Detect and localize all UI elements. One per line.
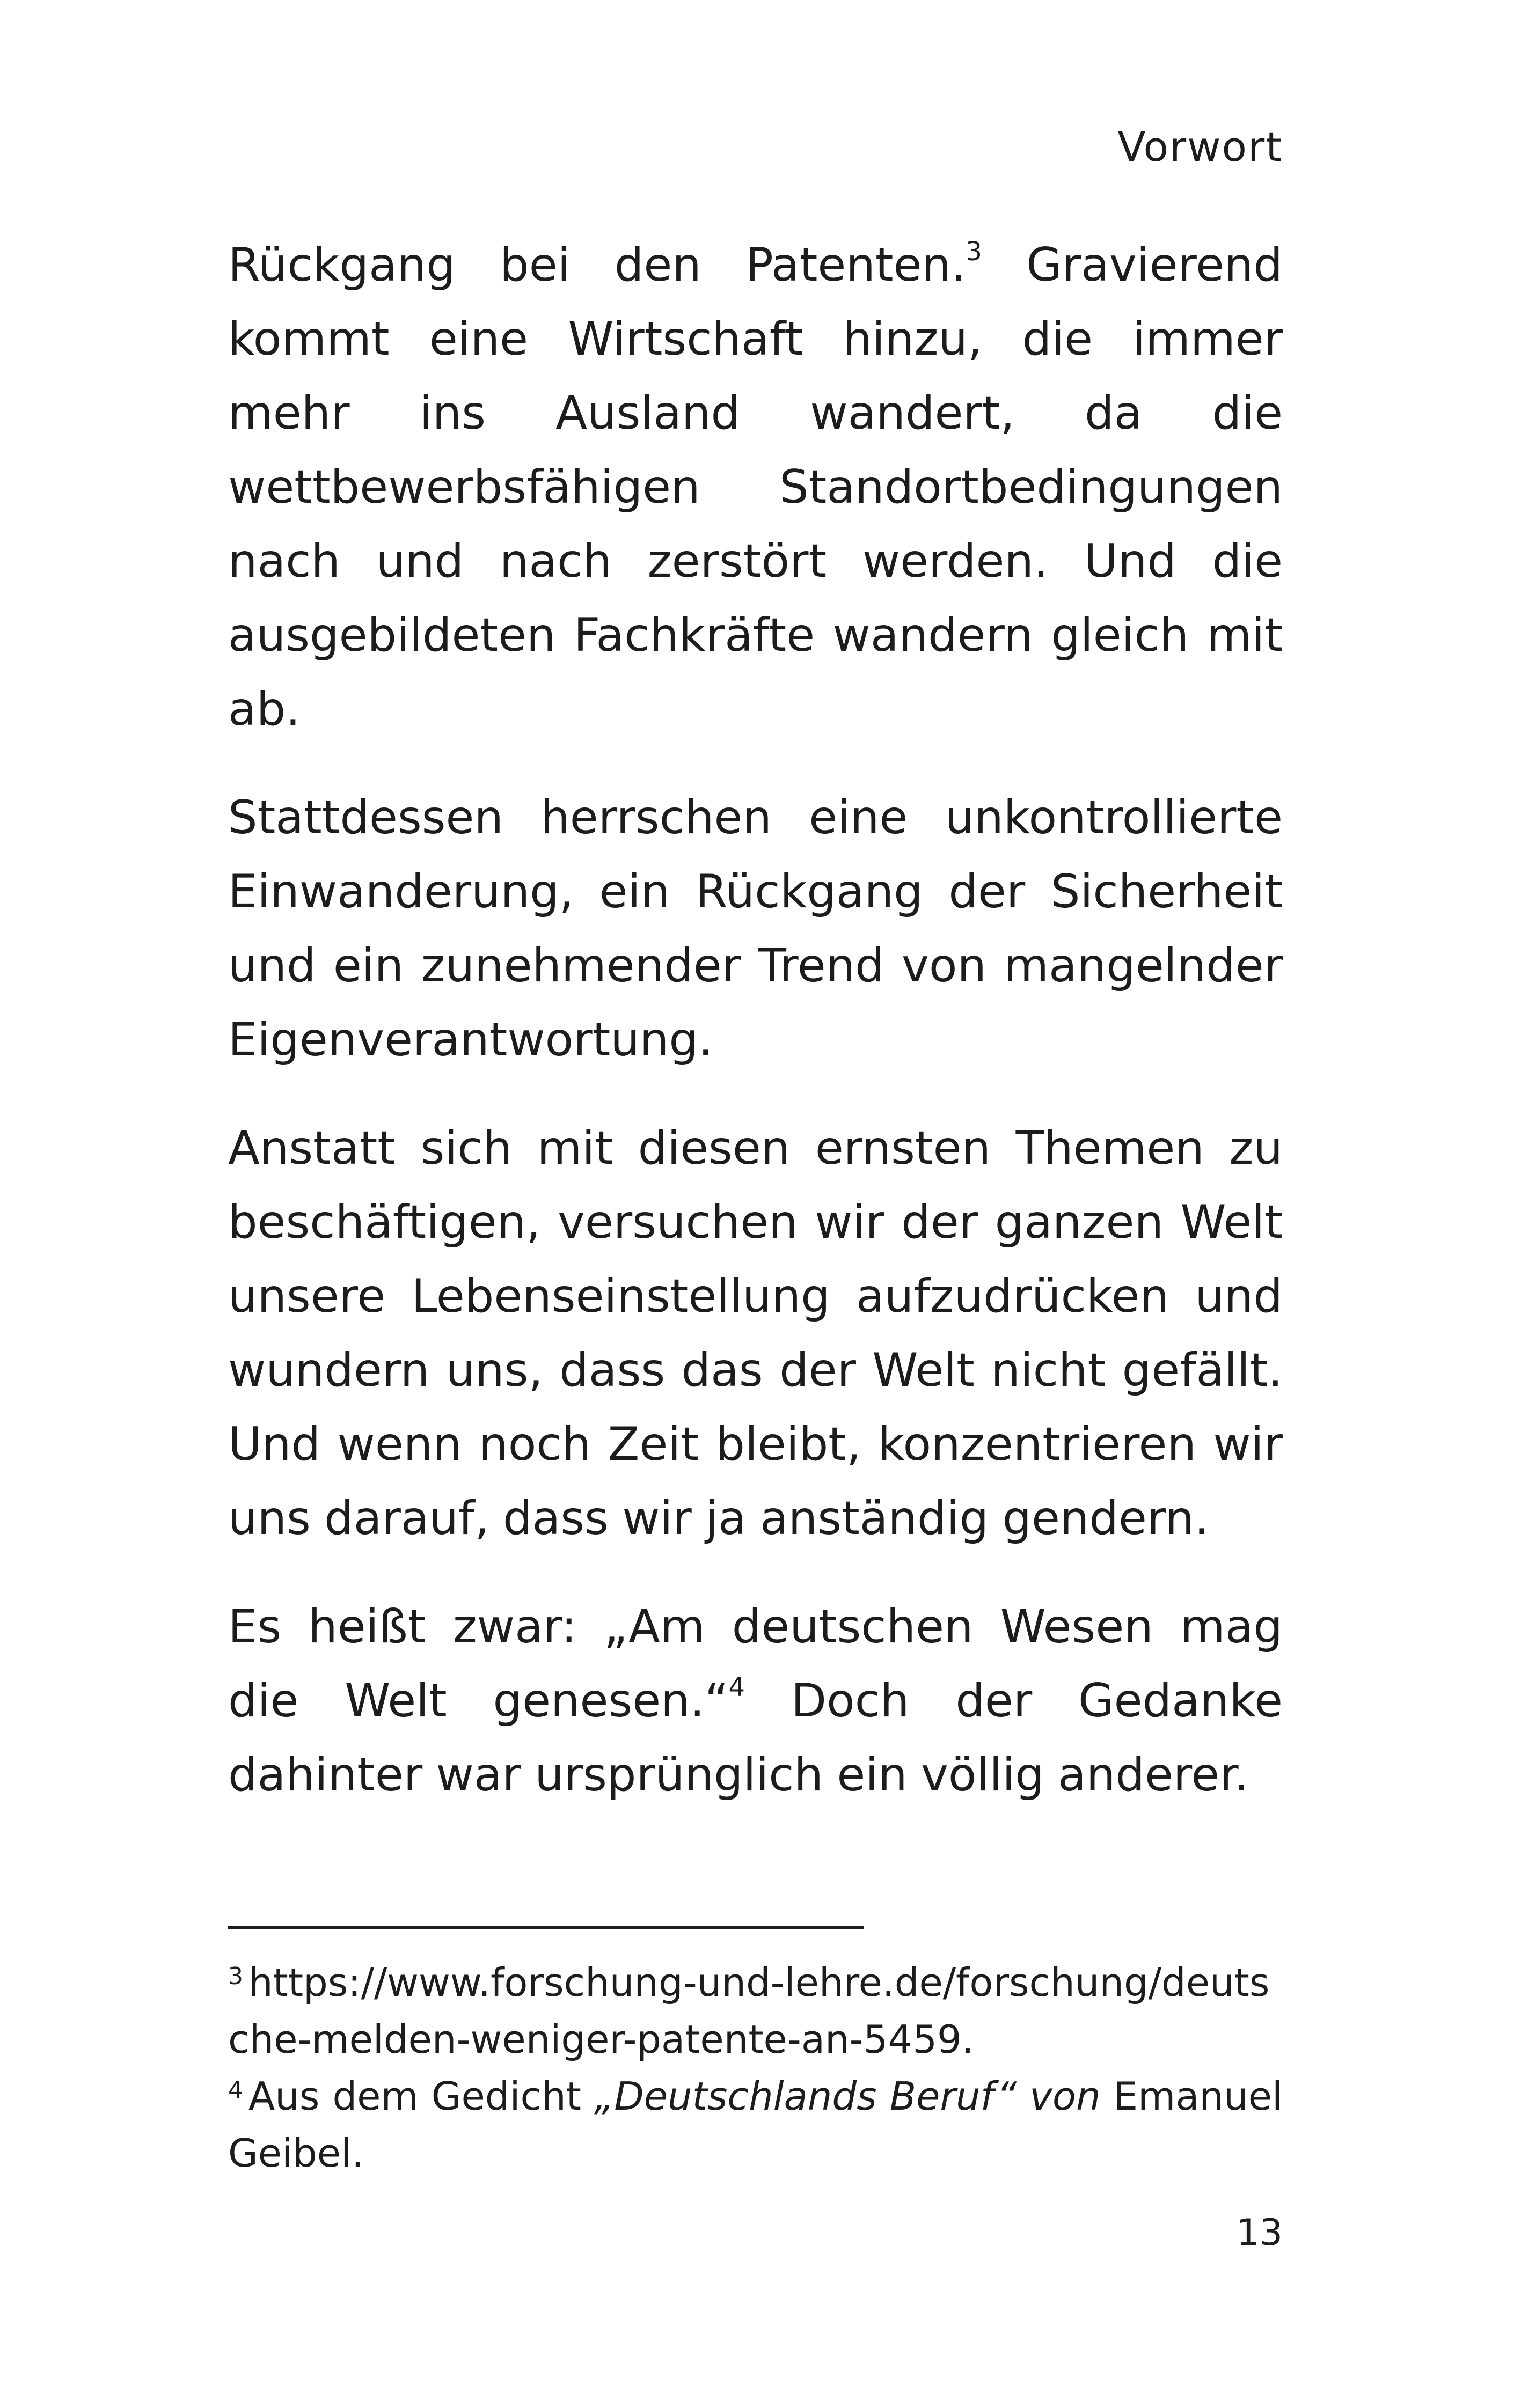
paragraph-1: Rückgang bei den Patenten.$^3$ Gravierend kommt eine Wirtschaft hinzu, die immer mehr ins Ausland wandert, da die wettbewerbsfähigen Standortbedingungen nach und nach zerstört werden. Und die ausgebildeten Fachkräfte wandern gleich mit ab. xyxy=(228,237,1283,736)
paragraph-2: Stattdessen herrschen eine unkontrollierte Einwanderung, ein Rückgang der Sicherheit und ein zunehmender Trend von mangelnder Eigenverantwortung. xyxy=(228,791,1283,1067)
footnote-mark-4: 4 xyxy=(228,2076,243,2104)
footnote-4: $^4$ Aus dem Gedicht „Deutschlands Beruf“ von Emanuel Geibel. xyxy=(228,2074,1283,2176)
body-text xyxy=(228,228,1283,1846)
footnotes xyxy=(228,1954,1283,2182)
footnote-ref-4[interactable]: 4 xyxy=(728,1672,745,1703)
paragraph-4: Es heißt zwar: „Am deutschen Wesen mag die Welt genesen.“$^4$ Doch der Gedanke dahinter war ursprünglich ein völlig anderer. xyxy=(228,1600,1283,1802)
footnote-mark-3: 3 xyxy=(228,1963,243,1990)
running-head: Vorwort xyxy=(1117,123,1283,171)
footnote-ref-3[interactable]: 3 xyxy=(966,237,982,267)
footnote-link[interactable]: https://www.forschung-und-lehre.de/forschung/deutsche-melden-weniger-patente-an-5459. xyxy=(228,1960,1270,2062)
footnote-separator xyxy=(228,1926,864,1929)
poem-title: „Deutschlands Beruf“ von xyxy=(594,2074,1101,2119)
paragraph-3: Anstatt sich mit diesen ernsten Themen zu beschäftigen, versuchen wir der ganzen Welt unsere Lebenseinstellung aufzudrücken und wundern uns, dass das der Welt nicht gefällt. Und wenn noch Zeit bleibt, konzentrieren wir uns darauf, dass wir ja anständig gendern. xyxy=(228,1121,1283,1545)
footnote-3 xyxy=(228,1954,1283,2068)
page-number: 13 xyxy=(1236,2212,1283,2254)
